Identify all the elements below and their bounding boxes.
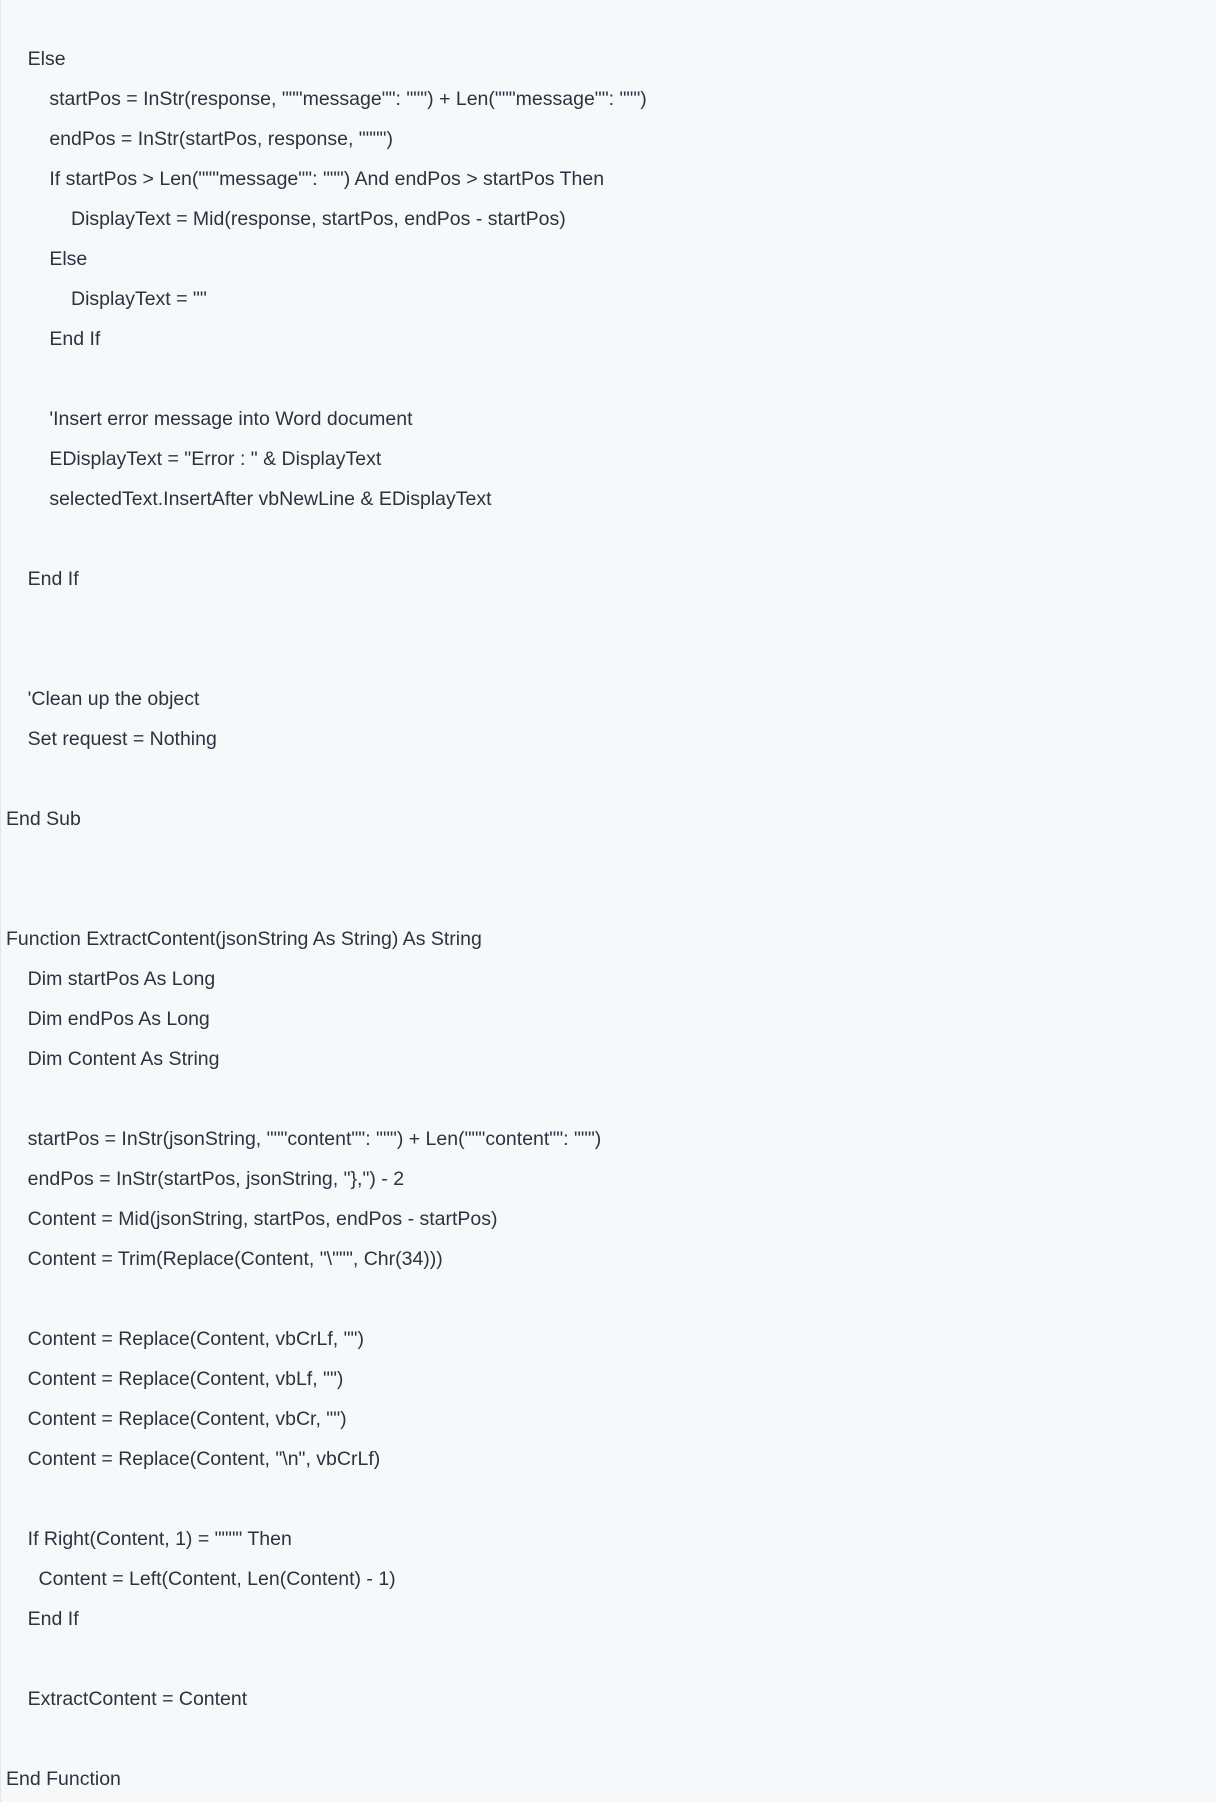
code-line: selectedText.InsertAfter vbNewLine & EDisplayText (6, 488, 492, 510)
code-line (6, 839, 1216, 879)
code-line (6, 639, 1216, 679)
code-line: Content = Trim(Replace(Content, "\""", Chr(34))) (6, 1248, 443, 1270)
code-line: If Right(Content, 1) = """" Then (6, 1528, 292, 1550)
code-line: startPos = InStr(jsonString, """content"": """) + Len("""content"": """) (6, 1128, 602, 1150)
code-line: 'Insert error message into Word document (6, 408, 413, 430)
code-block-border (0, 0, 1, 1802)
code-line (6, 759, 1216, 799)
code-line: DisplayText = Mid(response, startPos, endPos - startPos) (6, 208, 566, 230)
code-line: EDisplayText = "Error : " & DisplayText (6, 448, 382, 470)
code-line: Else (6, 48, 66, 70)
code-line: If startPos > Len("""message"": """) And endPos > startPos Then (6, 168, 605, 190)
code-line: startPos = InStr(response, """message"": """) + Len("""message"": """) (6, 88, 647, 110)
code-line: Content = Replace(Content, vbCr, "") (6, 1408, 347, 1430)
code-line: End If (6, 328, 101, 350)
code-line: Content = Left(Content, Len(Content) - 1) (6, 1568, 396, 1590)
code-line (6, 599, 1216, 639)
code-line: Dim endPos As Long (6, 1008, 210, 1030)
code-line: Else (6, 248, 88, 270)
code-line: endPos = InStr(startPos, response, """") (6, 128, 393, 150)
code-line: Set request = Nothing (6, 728, 217, 750)
code-line (6, 1639, 1216, 1679)
code-line: Dim startPos As Long (6, 968, 216, 990)
code-line (6, 1279, 1216, 1319)
code-line: End If (6, 568, 79, 590)
code-line: endPos = InStr(startPos, jsonString, "},") - 2 (6, 1168, 405, 1190)
code-line (6, 1079, 1216, 1119)
code-line: End If (6, 1608, 79, 1630)
code-line: Content = Mid(jsonString, startPos, endPos - startPos) (6, 1208, 498, 1230)
code-line: ExtractContent = Content (6, 1688, 248, 1710)
code-line: Function ExtractContent(jsonString As String) As String (6, 928, 482, 950)
code-line: Content = Replace(Content, vbCrLf, "") (6, 1328, 364, 1350)
code-line: DisplayText = "" (6, 288, 207, 310)
code-line (6, 879, 1216, 919)
code-line: Content = Replace(Content, "\n", vbCrLf) (6, 1448, 381, 1470)
code-line (6, 519, 1216, 559)
code-line (6, 1479, 1216, 1519)
code-line: 'Clean up the object (6, 688, 200, 710)
code-block (6, 39, 1216, 1799)
code-line (6, 359, 1216, 399)
code-line: End Sub (6, 808, 81, 830)
code-line (6, 1719, 1216, 1759)
code-line: Content = Replace(Content, vbLf, "") (6, 1368, 344, 1390)
code-line: End Function (6, 1768, 121, 1790)
code-line: Dim Content As String (6, 1048, 220, 1070)
